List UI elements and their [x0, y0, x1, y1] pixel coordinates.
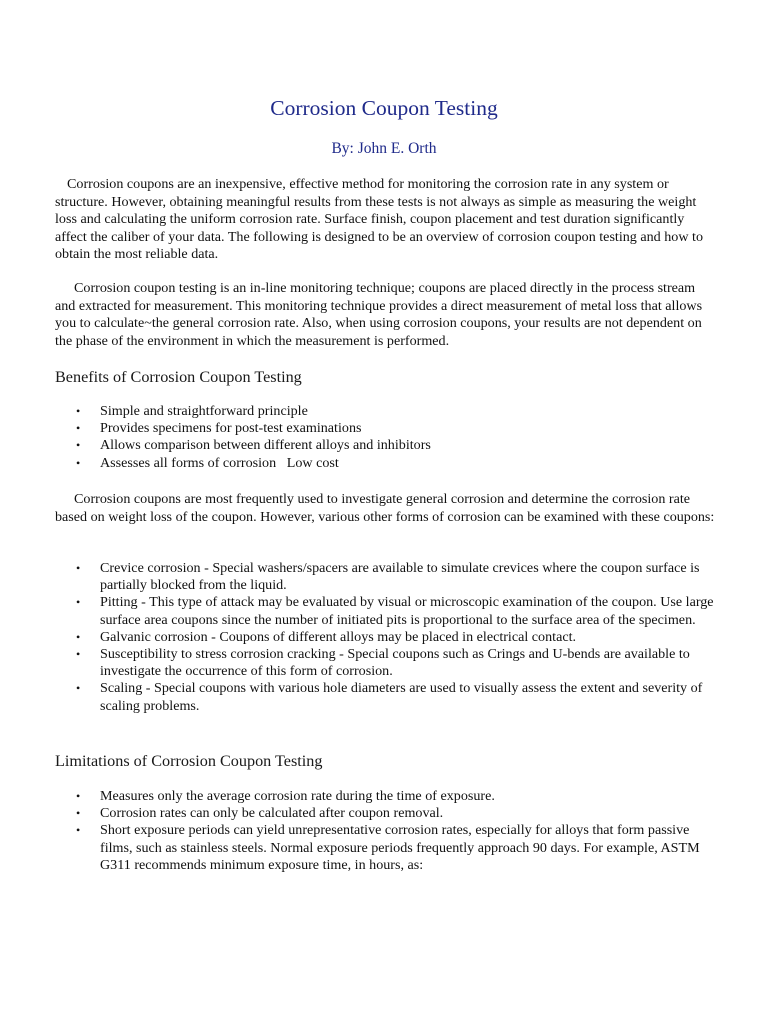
document-title: Corrosion Coupon Testing [270, 96, 498, 120]
list-item: • Galvanic corrosion - Coupons of different alloys may be placed in electrical contact. [76, 628, 577, 645]
list-item: • Short exposure periods can yield unrepresentative corrosion rates, especially for alloys that form passive films, such as stainless steels. Normal exposure periods frequently approach 90 days. For example, ASTM G311 recommends minimum exposure time, in hours, as: [76, 822, 700, 873]
bullet-icon: • [76, 806, 81, 821]
limitations-heading: Limitations of Corrosion Coupon Testing [55, 752, 323, 770]
list-item: • Measures only the average corrosion rate during the time of exposure. [76, 788, 495, 804]
bullet-icon: • [76, 647, 81, 662]
inline-technique-paragraph: Corrosion coupon testing is an in-line monitoring technique; coupons are placed directly in the process stream and extracted for measurement. This monitoring technique provides a direct measurement of metal loss that allows you to calculate~the general corrosion rate. Also, when using corrosion coupons, your results are not dependent on the phase of the environment in which the measurement is performed. [55, 280, 703, 349]
list-item: • Provides specimens for post-test examinations [76, 420, 362, 437]
document-author: By: John E. Orth [331, 140, 437, 157]
bullet-icon: • [76, 404, 81, 418]
list-item: • Assesses all forms of corrosion Low cost [76, 454, 339, 471]
bullet-icon: • [76, 561, 81, 575]
list-item: • Simple and straightforward principle [76, 403, 308, 419]
bullet-icon: • [76, 455, 81, 470]
benefits-list [55, 403, 719, 472]
list-item: • Corrosion rates can only be calculated after coupon removal. [76, 805, 444, 822]
list-item: • Pitting - This type of attack may be evaluated by visual or microscopic examination of the coupon. Use large surface area coupons since the number of initiated pits is proportional to the surface area of the specimen. [76, 594, 714, 628]
bullet-icon: • [76, 789, 81, 803]
intro-paragraph: Corrosion coupons are an inexpensive, effective method for monitoring the corrosion rate in any system or structure. However, obtaining meaningful results from these tests is not always as simple as measuring the weight loss and calculating the uniform corrosion rate. Surface finish, coupon placement and test duration significantly affect the caliber of your data. The following is designed to be an overview of corrosion coupon testing and how to obtain the most reliable data. [55, 176, 704, 263]
bullet-icon: • [76, 421, 81, 436]
benefits-heading: Benefits of Corrosion Coupon Testing [55, 368, 302, 386]
list-item: • Scaling - Special coupons with various hole diameters are used to visually assess the extent and severity of scaling problems. [76, 680, 703, 714]
bullet-icon: • [76, 681, 81, 696]
list-item: • Crevice corrosion - Special washers/spacers are available to simulate crevices where the coupon surface is partially blocked from the liquid. [76, 560, 700, 594]
list-item: • Allows comparison between different alloys and inhibitors [76, 437, 431, 454]
bullet-icon: • [76, 595, 81, 610]
bullet-icon: • [76, 823, 81, 838]
limitations-list [55, 788, 719, 874]
bullet-icon: • [76, 629, 81, 644]
list-item: • Susceptibility to stress corrosion cracking - Special coupons such as Crings and U-bends are available to investigate the occurrence of this form of corrosion. [76, 646, 690, 680]
forms-list [55, 560, 719, 715]
bullet-icon: • [76, 438, 81, 453]
forms-paragraph: Corrosion coupons are most frequently used to investigate general corrosion and determine the corrosion rate based on weight loss of the coupon. However, various other forms of corrosion can be examined with these coupons: [55, 491, 715, 525]
